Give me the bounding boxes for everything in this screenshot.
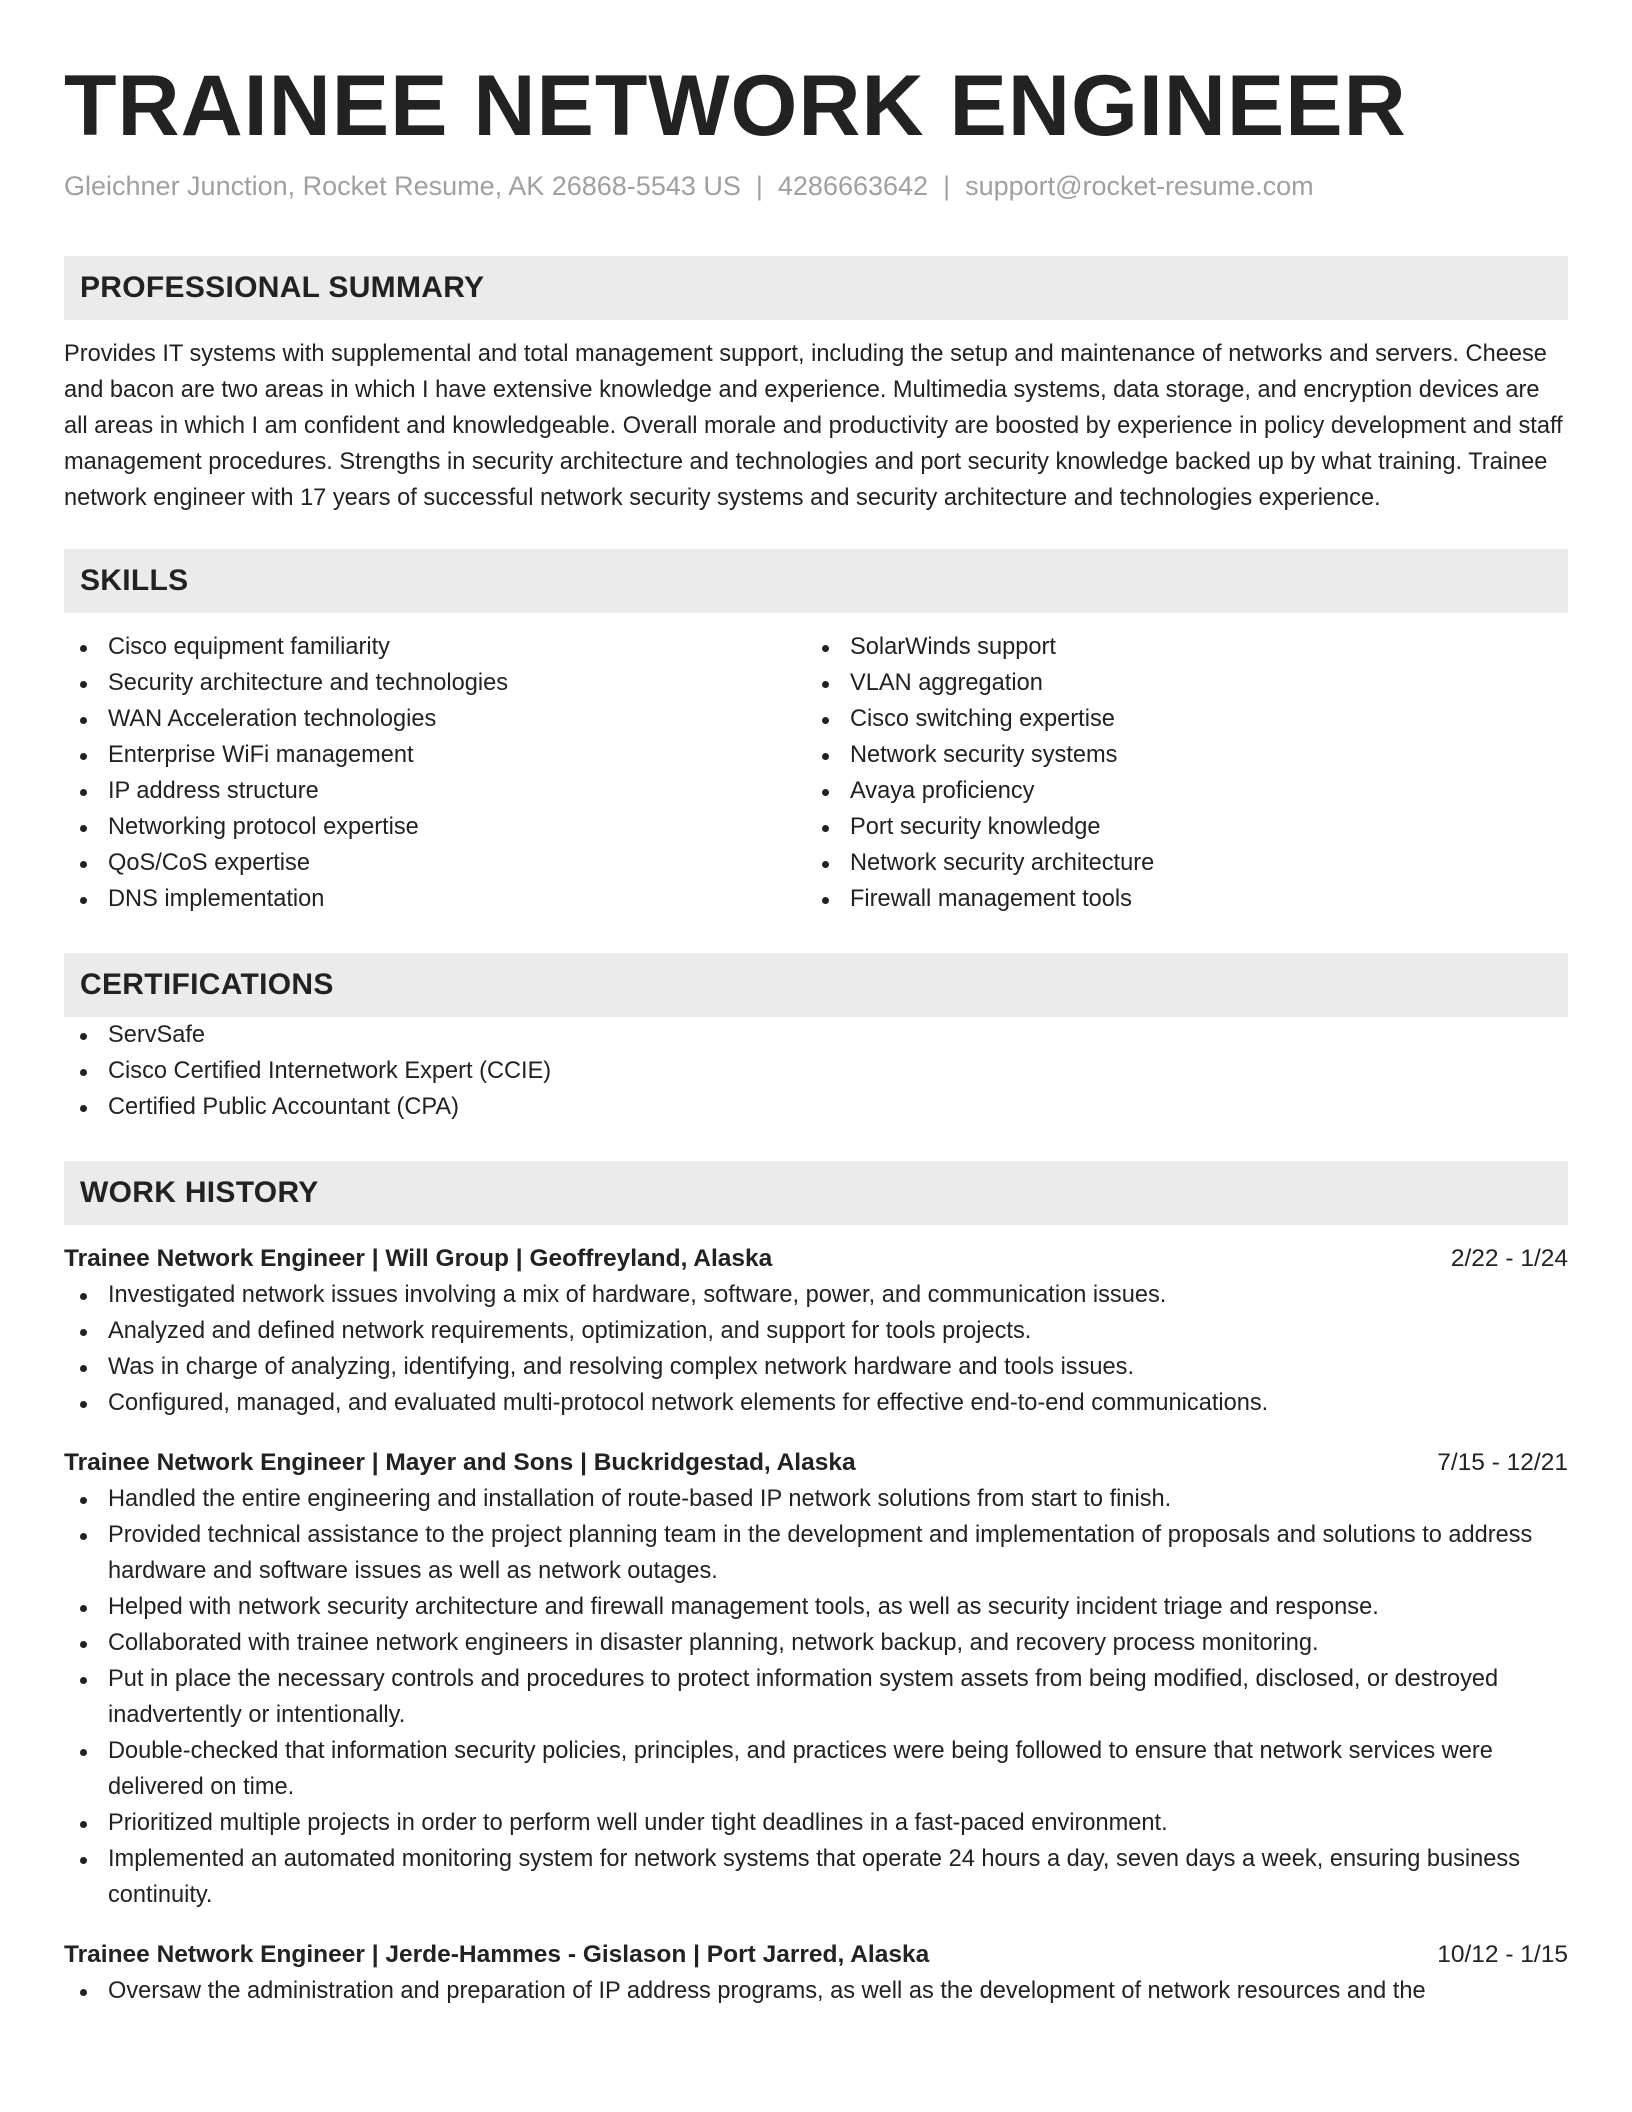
job-bullet: Prioritized multiple projects in order to perform well under tight deadlines in a fast-paced environment. [64, 1805, 1568, 1841]
job-bullet: Was in charge of analyzing, identifying, and resolving complex network hardware and tools issues. [64, 1349, 1568, 1385]
skill-item: Security architecture and technologies [64, 665, 806, 701]
job-header [64, 1445, 1568, 1481]
summary-text: Provides IT systems with supplemental and total management support, including the setup and maintenance of networks and servers. Cheese and bacon are two areas in which I have extensive knowledge and experience. Multimedia systems, data storage, and encryption devices are all areas in which I am confident and knowledgeable. Overall morale and productivity are boosted by experience in policy development and staff management procedures. Strengths in security architecture and technologies and port security knowledge backed up by what training. Trainee network engineer with 17 years of successful network security systems and security architecture and technologies experience. [64, 341, 1563, 511]
summary-heading: PROFESSIONAL SUMMARY [64, 256, 1568, 320]
skill-item: IP address structure [64, 773, 806, 809]
job-bullet: Provided technical assistance to the project planning team in the development and implementation of proposals and solutions to address hardware and software issues as well as network outages. [64, 1517, 1568, 1589]
job-dates: 2/22 - 1/24 [1450, 1245, 1568, 1272]
skills-right-list [806, 629, 1548, 917]
job-entry [64, 1445, 1568, 1913]
work-history-heading: WORK HISTORY [64, 1161, 1568, 1225]
skill-item: Firewall management tools [806, 881, 1548, 917]
certification-item: ServSafe [64, 1017, 1568, 1053]
skills-columns [64, 629, 1568, 917]
job-bullet-list [64, 1481, 1568, 1913]
skill-item: Networking protocol expertise [64, 809, 806, 845]
certification-item: Cisco Certified Internetwork Expert (CCIE) [64, 1053, 1568, 1089]
job-bullet-list [64, 1973, 1568, 2009]
contact-phone: 4286663642 [777, 171, 929, 201]
job-bullet: Handled the entire engineering and installation of route-based IP network solutions from start to finish. [64, 1481, 1568, 1517]
job-bullet: Double-checked that information security policies, principles, and practices were being followed to ensure that network services were delivered on time. [64, 1733, 1568, 1805]
job-title: Trainee Network Engineer | Jerde-Hammes - Gislason | Port Jarred, Alaska [64, 1941, 930, 1968]
job-entry [64, 1937, 1568, 2009]
skills-left-list [64, 629, 806, 917]
job-bullet: Implemented an automated monitoring system for network systems that operate 24 hours a day, seven days a week, ensuring business continuity. [64, 1841, 1568, 1913]
contact-email: support@rocket-resume.com [965, 171, 1314, 201]
job-bullet: Configured, managed, and evaluated multi-protocol network elements for effective end-to-end communications. [64, 1385, 1568, 1421]
skill-item: QoS/CoS expertise [64, 845, 806, 881]
job-dates: 7/15 - 12/21 [1437, 1449, 1568, 1476]
certifications-list [64, 1017, 1568, 1125]
certifications-heading: CERTIFICATIONS [64, 953, 1568, 1017]
skill-item: WAN Acceleration technologies [64, 701, 806, 737]
contact-line [64, 168, 1568, 204]
contact-separator: | [755, 171, 763, 201]
job-dates: 10/12 - 1/15 [1437, 1941, 1568, 1968]
skill-item: Avaya proficiency [806, 773, 1548, 809]
skill-item: Enterprise WiFi management [64, 737, 806, 773]
job-entry [64, 1241, 1568, 1421]
job-bullet: Oversaw the administration and preparation of IP address programs, as well as the development of network resources and the [64, 1973, 1568, 2009]
skill-item: Cisco equipment familiarity [64, 629, 806, 665]
job-header [64, 1937, 1568, 1973]
resume-title: TRAINEE NETWORK ENGINEER [64, 58, 1407, 154]
skill-item: Network security architecture [806, 845, 1548, 881]
job-header [64, 1241, 1568, 1277]
skill-item: SolarWinds support [806, 629, 1548, 665]
skill-item: Network security systems [806, 737, 1548, 773]
job-title: Trainee Network Engineer | Mayer and Sons | Buckridgestad, Alaska [64, 1449, 856, 1476]
contact-separator: | [943, 171, 951, 201]
job-bullet: Put in place the necessary controls and procedures to protect information system assets from being modified, disclosed, or destroyed inadvertently or intentionally. [64, 1661, 1568, 1733]
job-title: Trainee Network Engineer | Will Group | Geoffreyland, Alaska [64, 1245, 773, 1272]
job-bullet-list [64, 1277, 1568, 1421]
skills-heading: SKILLS [64, 549, 1568, 613]
job-bullet: Collaborated with trainee network engineers in disaster planning, network backup, and recovery process monitoring. [64, 1625, 1568, 1661]
certification-item: Certified Public Accountant (CPA) [64, 1089, 1568, 1125]
skill-item: Cisco switching expertise [806, 701, 1548, 737]
skill-item: VLAN aggregation [806, 665, 1548, 701]
resume-page [64, 0, 1568, 2009]
job-bullet: Investigated network issues involving a mix of hardware, software, power, and communication issues. [64, 1277, 1568, 1313]
job-bullet: Helped with network security architecture and firewall management tools, as well as security incident triage and response. [64, 1589, 1568, 1625]
skill-item: Port security knowledge [806, 809, 1548, 845]
contact-address: Gleichner Junction, Rocket Resume, AK 26868-5543 US [64, 171, 741, 201]
job-bullet: Analyzed and defined network requirements, optimization, and support for tools projects. [64, 1313, 1568, 1349]
skill-item: DNS implementation [64, 881, 806, 917]
